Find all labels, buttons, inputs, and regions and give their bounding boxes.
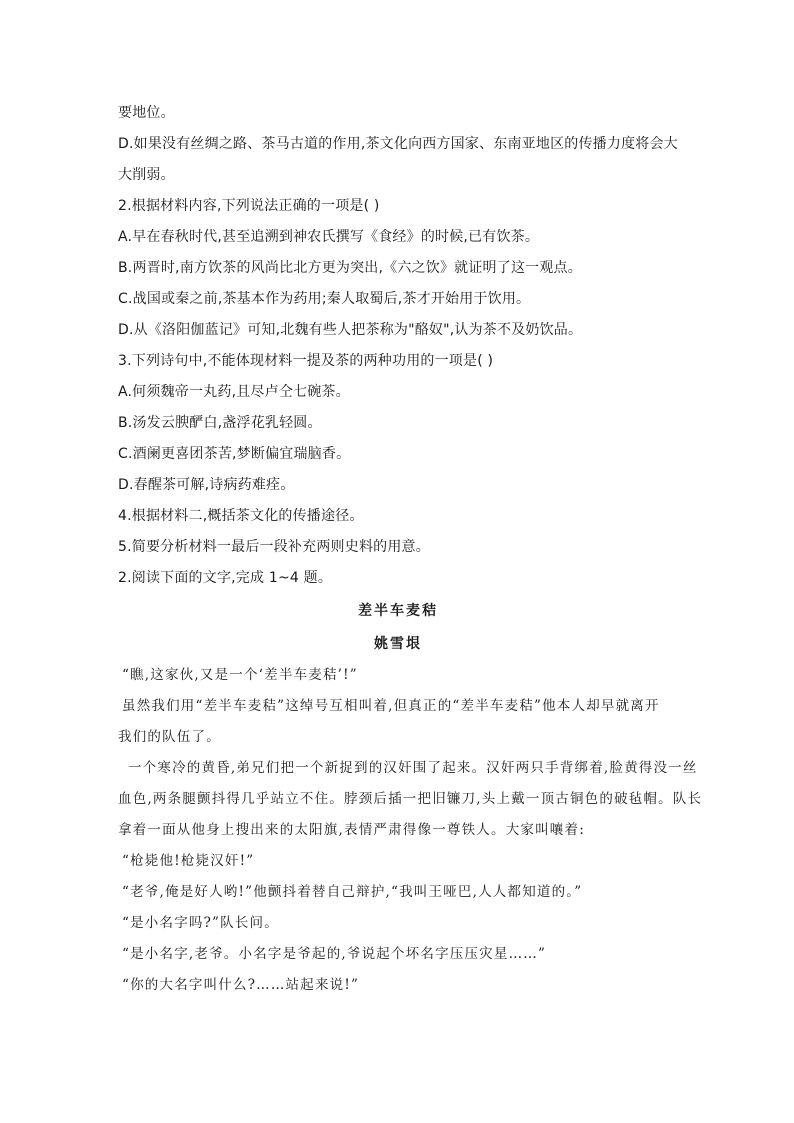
story-line: 拿着一面从他身上搜出来的太阳旗,表情严肃得像一尊铁人。大家叫嚷着:: [118, 822, 585, 838]
story-line: “是小名字吗?”队长问。: [122, 915, 279, 931]
story-line: “老爷,俺是好人哟!”他颤抖着替自己辩护,“我叫王哑巴,人人都知道的。”: [122, 884, 583, 900]
story-author: 姚雪垠: [374, 636, 422, 652]
question-section: [118, 98, 678, 594]
reading-instruction: 2.阅读下面的文字,完成 1~4 题。: [118, 570, 333, 586]
question-3-option-a: A.何须魏帝一丸药,且尽卢仝七碗茶。: [118, 384, 350, 400]
question-2-stem: 2.根据材料内容,下列说法正确的一项是( ): [118, 198, 380, 214]
story-line: 虽然我们用“差半车麦秸”这绰号互相叫着,但真正的“差半车麦秸”他本人却早就离开: [122, 698, 660, 714]
text-line: 大削弱。: [118, 167, 175, 183]
story-body: [118, 660, 703, 1001]
story-line: “是小名字,老爷。小名字是爷起的,爷说起个坏名字压压灾星……”: [122, 946, 547, 962]
story-line: “瞧,这家伙,又是一个‘差半车麦秸’!”: [122, 667, 358, 683]
question-3-option-c: C.酒阑更喜团茶苦,梦断偏宜瑞脑香。: [118, 446, 351, 462]
question-4: 4.根据材料二,概括茶文化的传播途径。: [118, 508, 364, 524]
story-title: 差半车麦秸: [358, 603, 438, 619]
story-line: “你的大名字叫什么?……站起来说!”: [122, 977, 360, 993]
story-line: 一个寒冷的黄昏,弟兄们把一个新捉到的汉奸围了起来。汉奸两只手背绑着,脸黄得没一丝: [128, 760, 698, 776]
question-2-option-c: C.战国或秦之前,茶基本作为药用;秦人取蜀后,茶才开始用于饮用。: [118, 291, 531, 307]
text-line: 要地位。: [118, 105, 175, 121]
question-2-option-b: B.两晋时,南方饮茶的风尚比北方更为突出,《六之饮》就证明了这一观点。: [118, 260, 582, 276]
question-3-option-d: D.春醒茶可解,诗病药难痊。: [118, 477, 295, 493]
story-line: “枪毙他!枪毙汉奸!”: [122, 853, 255, 869]
story-line: 我们的队伍了。: [118, 729, 221, 745]
question-3-option-b: B.汤发云腴酽白,盏浮花乳轻圆。: [118, 415, 322, 431]
question-5: 5.简要分析材料一最后一段补充两则史料的用意。: [118, 539, 430, 555]
question-option-d: D.如果没有丝绸之路、茶马古道的作用,茶文化向西方国家、东南亚地区的传播力度将会大: [118, 136, 678, 152]
question-3-stem: 3.下列诗句中,不能体现材料一提及茶的两种功用的一项是( ): [118, 353, 494, 369]
question-2-option-d: D.从《洛阳伽蓝记》可知,北魏有些人把茶称为"酪奴",认为茶不及奶饮品。: [118, 322, 583, 338]
question-2-option-a: A.早在春秋时代,甚至追溯到神农氏撰写《食经》的时候,已有饮茶。: [118, 229, 540, 245]
document-page: [118, 98, 703, 1001]
story-line: 血色,两条腿颤抖得几乎站立不住。脖颈后插一把旧镰刀,头上戴一顶古铜色的破毡帽。队长: [118, 791, 703, 807]
